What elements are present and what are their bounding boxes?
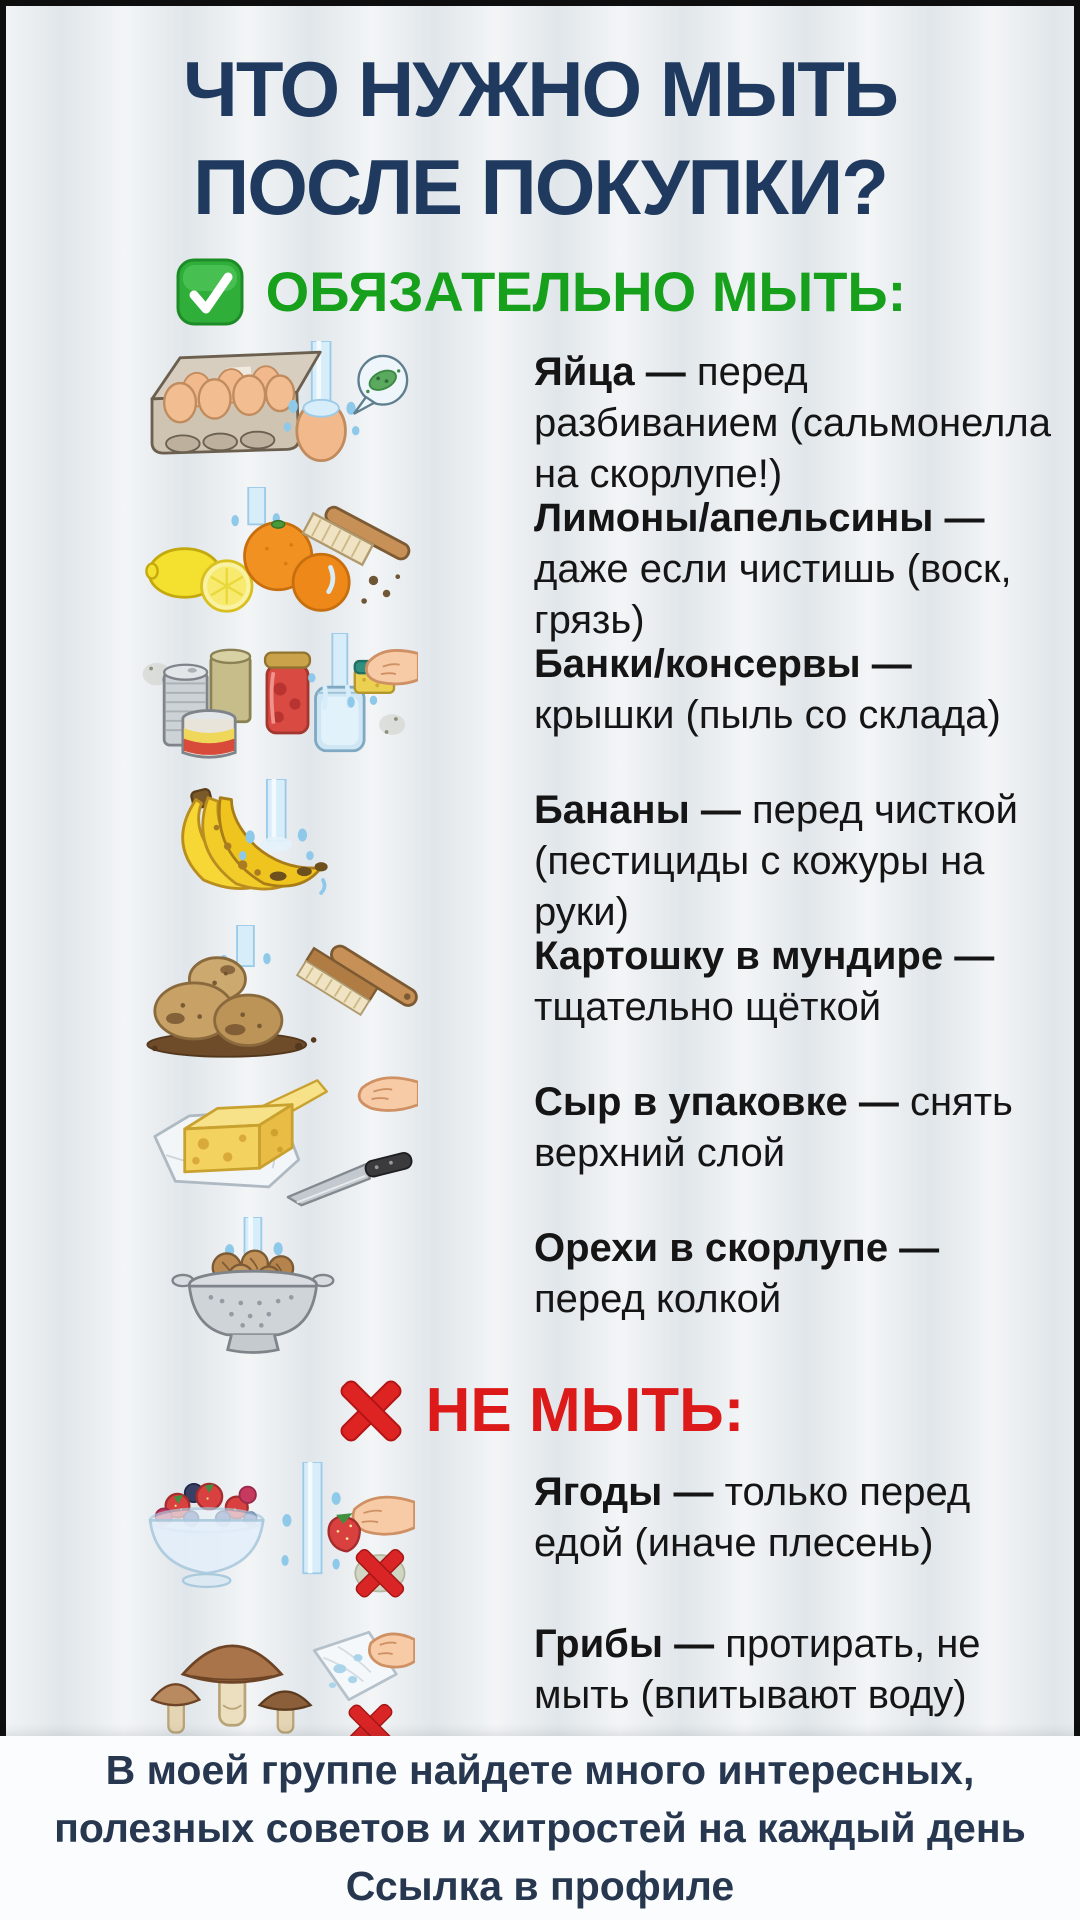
item-name: Банки/консервы — bbox=[534, 641, 912, 686]
footer-note bbox=[0, 1736, 1080, 1920]
section-heading-wash bbox=[0, 253, 1080, 331]
list-item-nuts bbox=[0, 1215, 1080, 1361]
page-title-line2: ПОСЛЕ ПОКУПКИ? bbox=[193, 143, 887, 232]
item-text-eggs bbox=[528, 339, 1056, 501]
item-text-cheese bbox=[528, 1069, 1056, 1179]
cans-art bbox=[28, 631, 528, 777]
item-desc: протирать, не мыть (впитывают воду) bbox=[534, 1621, 981, 1717]
item-text-nuts bbox=[528, 1215, 1056, 1325]
potatoes-art bbox=[28, 923, 528, 1069]
item-desc: даже если чистишь (воск, грязь) bbox=[534, 546, 1012, 642]
list-item-bananas bbox=[0, 777, 1080, 934]
berries-bowl-icon bbox=[141, 1462, 415, 1608]
section-heading-wash-label: ОБЯЗАТЕЛЬНО МЫТЬ: bbox=[265, 260, 907, 324]
list-item-berries bbox=[0, 1459, 1080, 1611]
page-title bbox=[0, 40, 1080, 237]
item-name: Грибы — bbox=[534, 1621, 715, 1666]
item-desc: крышки (пыль со склада) bbox=[534, 692, 1001, 737]
list-item-cans bbox=[0, 631, 1080, 777]
citrus-brush-icon bbox=[138, 487, 418, 627]
bananas-washing-icon bbox=[138, 779, 418, 919]
item-name: Лимоны/апельсины — bbox=[534, 495, 985, 540]
list-item-potatoes bbox=[0, 923, 1080, 1069]
item-name: Сыр в упаковке — bbox=[534, 1079, 899, 1124]
list-item-citrus bbox=[0, 485, 1080, 642]
potatoes-brush-icon bbox=[138, 925, 418, 1065]
item-text-bananas bbox=[528, 777, 1056, 939]
footer-line-2: полезных советов и хитростей на каждый день bbox=[54, 1804, 1026, 1851]
item-text-potatoes bbox=[528, 923, 1056, 1033]
item-desc: перед чисткой (пестициды с кожуры на руки) bbox=[534, 787, 1018, 934]
nuts-colander-icon bbox=[138, 1217, 418, 1357]
page-title-line1: ЧТО НУЖНО МЫТЬ bbox=[183, 45, 897, 133]
item-name: Орехи в скорлупе — bbox=[534, 1225, 940, 1270]
item-desc: перед колкой bbox=[534, 1276, 782, 1321]
item-name: Яйца — bbox=[534, 349, 686, 394]
green-check-emoji-icon bbox=[174, 256, 246, 328]
section-heading-dont bbox=[0, 1371, 1080, 1451]
item-name: Картошку в мундире — bbox=[534, 933, 995, 978]
cans-jars-sponge-icon bbox=[138, 633, 418, 773]
item-text-mushrooms bbox=[528, 1611, 1056, 1721]
nuts-art bbox=[28, 1215, 528, 1361]
section-heading-dont-label: НЕ МЫТЬ: bbox=[425, 1376, 745, 1446]
cheese-peel-icon bbox=[138, 1071, 418, 1211]
dont-items-list bbox=[0, 1459, 1080, 1763]
item-name: Ягоды — bbox=[534, 1469, 714, 1514]
item-text-citrus bbox=[528, 485, 1056, 647]
item-desc: только перед едой (иначе плесень) bbox=[534, 1469, 971, 1565]
footer-line-3: Ссылка в профиле bbox=[345, 1863, 735, 1910]
eggs-art bbox=[28, 339, 528, 485]
item-name: Бананы — bbox=[534, 787, 741, 832]
red-cross-emoji-icon bbox=[336, 1376, 406, 1446]
citrus-art bbox=[28, 485, 528, 631]
list-item-eggs bbox=[0, 339, 1080, 496]
item-text-berries bbox=[528, 1459, 1056, 1569]
bananas-art bbox=[28, 777, 528, 923]
item-desc: снять верхний слой bbox=[534, 1079, 1013, 1175]
list-item-cheese bbox=[0, 1069, 1080, 1215]
wash-items-list bbox=[0, 339, 1080, 1361]
footer-line-1: В моей группе найдете много интересных, bbox=[105, 1746, 975, 1793]
eggs-washing-icon bbox=[138, 341, 418, 481]
cheese-art bbox=[28, 1069, 528, 1215]
item-desc: перед разбиванием (сальмонелла на скорлупе!) bbox=[534, 349, 1051, 496]
item-desc: тщательно щёткой bbox=[534, 984, 882, 1029]
item-text-cans bbox=[528, 631, 1056, 741]
berries-art bbox=[28, 1459, 528, 1611]
